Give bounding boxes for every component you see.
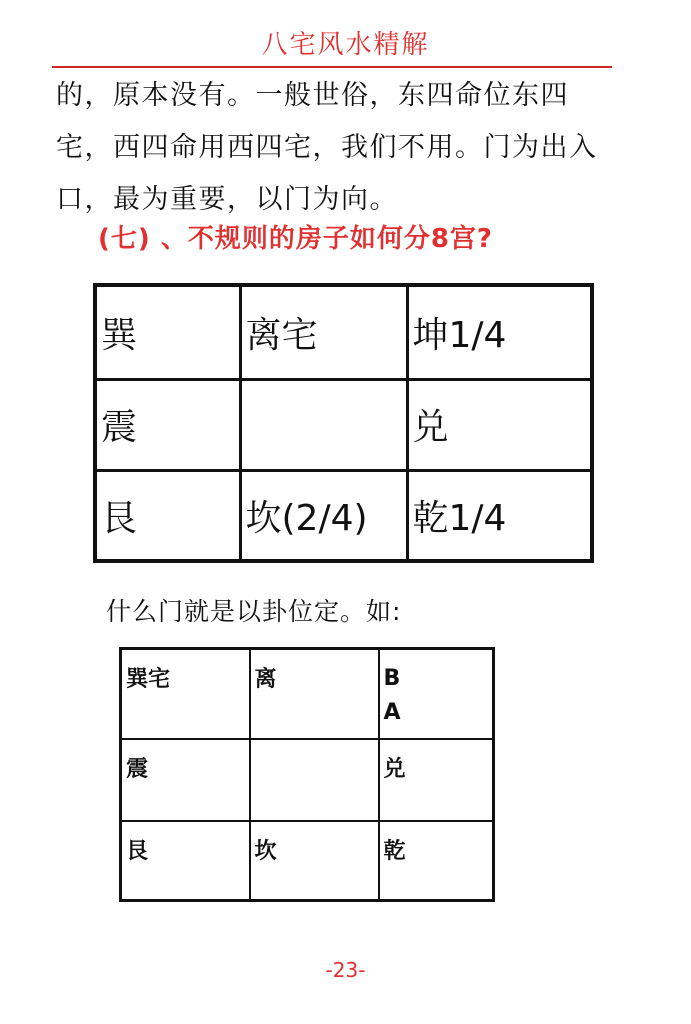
grid-cell: 坎 bbox=[250, 821, 379, 901]
bagua-grid-small bbox=[119, 647, 495, 902]
grid-cell: 兑 bbox=[407, 379, 592, 470]
grid-cell: 巽宅 bbox=[121, 649, 250, 739]
grid-cell: 震 bbox=[121, 739, 250, 821]
grid-cell bbox=[379, 649, 494, 739]
grid-cell: 巽 bbox=[95, 285, 240, 379]
grid-cell: 艮 bbox=[95, 470, 240, 561]
grid-cell: 离宅 bbox=[240, 285, 407, 379]
grid-cell bbox=[250, 739, 379, 821]
grid-cell: 乾 bbox=[379, 821, 494, 901]
grid-cell: 坤1/4 bbox=[407, 285, 592, 379]
door-marker-b: B bbox=[383, 666, 401, 691]
door-marker-a: A bbox=[383, 700, 401, 725]
page-number: -23- bbox=[325, 958, 366, 982]
section-heading: (七) 、不规则的房子如何分8宫? bbox=[98, 224, 493, 254]
grid-cell: 震 bbox=[95, 379, 240, 470]
grid-cell: 离 bbox=[250, 649, 379, 739]
bagua-grid-large bbox=[93, 283, 594, 563]
header-divider bbox=[52, 66, 612, 68]
grid-cell: 乾1/4 bbox=[407, 470, 592, 561]
intro-line: 什么门就是以卦位定。如: bbox=[106, 597, 402, 626]
grid-cell: 兑 bbox=[379, 739, 494, 821]
grid-cell bbox=[240, 379, 407, 470]
page-header-title: 八宅风水精解 bbox=[261, 30, 430, 60]
grid-cell: 艮 bbox=[121, 821, 250, 901]
body-paragraph: 的，原本没有。一般世俗，东四命位东四宅，西四命用西四宅，我们不用。门为出入口，最为重要，以门为向。 bbox=[56, 80, 598, 215]
grid-cell: 坎(2/4) bbox=[240, 470, 407, 561]
